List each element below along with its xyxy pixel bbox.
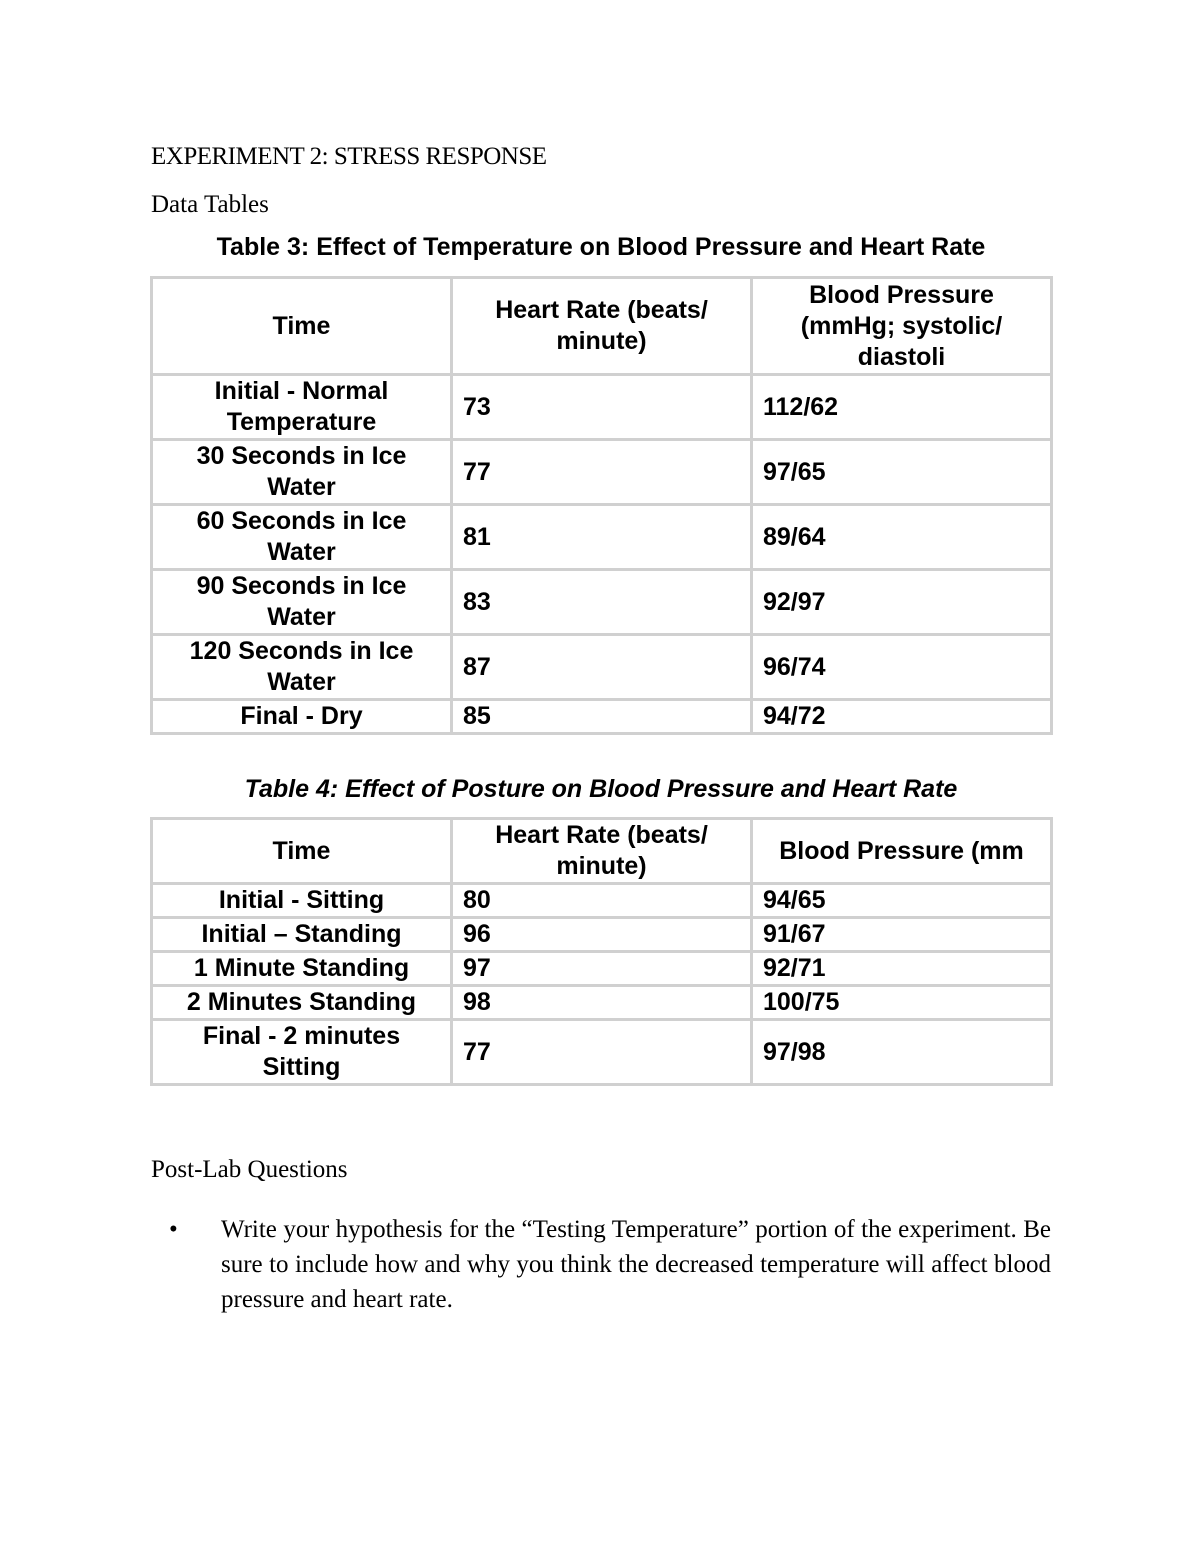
table-row [152,952,1052,986]
table-row [152,440,1052,505]
table-row [152,986,1052,1020]
table4-cell-blood-pressure: 91/67 [752,918,1052,952]
list-item [151,1212,1051,1317]
table3-cell-blood-pressure: 96/74 [752,635,1052,700]
table-row [152,635,1052,700]
table4-cell-heart-rate: 96 [452,918,752,952]
table4-cell-blood-pressure: 94/65 [752,884,1052,918]
table3-cell-time: 120 Seconds in Ice Water [152,635,452,700]
table4-cell-heart-rate: 98 [452,986,752,1020]
data-tables-subheading: Data Tables [151,191,269,218]
table3-cell-blood-pressure: 94/72 [752,700,1052,734]
table4-cell-heart-rate: 80 [452,884,752,918]
table3-cell-time: 30 Seconds in Ice Water [152,440,452,505]
table4-header-time: Time [152,819,452,884]
table4-cell-time: 2 Minutes Standing [152,986,452,1020]
table4-title: Table 4: Effect of Posture on Blood Pressure and Heart Rate [244,775,958,803]
table3-title: Table 3: Effect of Temperature on Blood Pressure and Heart Rate [216,233,986,261]
table4-cell-heart-rate: 77 [452,1020,752,1085]
table3 [150,276,1053,735]
table4 [150,817,1053,1086]
table-row [152,570,1052,635]
table3-cell-blood-pressure: 92/97 [752,570,1052,635]
table3-header-heart-rate: Heart Rate (beats/ minute) [452,278,752,375]
table3-cell-time: 60 Seconds in Ice Water [152,505,452,570]
table3-cell-blood-pressure: 97/65 [752,440,1052,505]
table3-cell-blood-pressure: 112/62 [752,375,1052,440]
table4-cell-heart-rate: 97 [452,952,752,986]
post-lab-heading: Post-Lab Questions [151,1156,348,1183]
table3-cell-heart-rate: 73 [452,375,752,440]
table3-header-time: Time [152,278,452,375]
table-row [152,1020,1052,1085]
bullet-icon: • [169,1216,178,1243]
post-lab-questions-list [151,1212,1051,1317]
table3-cell-time: Initial - Normal Temperature [152,375,452,440]
table-row [152,700,1052,734]
table3-cell-heart-rate: 87 [452,635,752,700]
table-row [152,375,1052,440]
table4-cell-blood-pressure: 100/75 [752,986,1052,1020]
table3-cell-blood-pressure: 89/64 [752,505,1052,570]
table-row [152,918,1052,952]
table3-header-blood-pressure: Blood Pressure (mmHg; systolic/ diastoli [752,278,1052,375]
table3-cell-heart-rate: 77 [452,440,752,505]
table3-cell-heart-rate: 83 [452,570,752,635]
table3-cell-heart-rate: 81 [452,505,752,570]
table3-header-row [152,278,1052,375]
table4-header-heart-rate: Heart Rate (beats/ minute) [452,819,752,884]
table4-cell-time: 1 Minute Standing [152,952,452,986]
table4-header-blood-pressure: Blood Pressure (mm [752,819,1052,884]
table4-cell-time: Initial - Sitting [152,884,452,918]
table-row [152,505,1052,570]
table4-header-row [152,819,1052,884]
table3-cell-time: 90 Seconds in Ice Water [152,570,452,635]
table3-cell-time: Final - Dry [152,700,452,734]
table3-cell-heart-rate: 85 [452,700,752,734]
table-row [152,884,1052,918]
table4-cell-blood-pressure: 92/71 [752,952,1052,986]
table4-cell-time: Final - 2 minutes Sitting [152,1020,452,1085]
document-heading: EXPERIMENT 2: STRESS RESPONSE [151,143,547,170]
question-text: Write your hypothesis for the “Testing Temperature” portion of the experiment. Be sure to include how and why you think the decreased temperature will affect blood pressure and heart rate. [221,1216,1051,1313]
table4-cell-time: Initial – Standing [152,918,452,952]
table4-cell-blood-pressure: 97/98 [752,1020,1052,1085]
